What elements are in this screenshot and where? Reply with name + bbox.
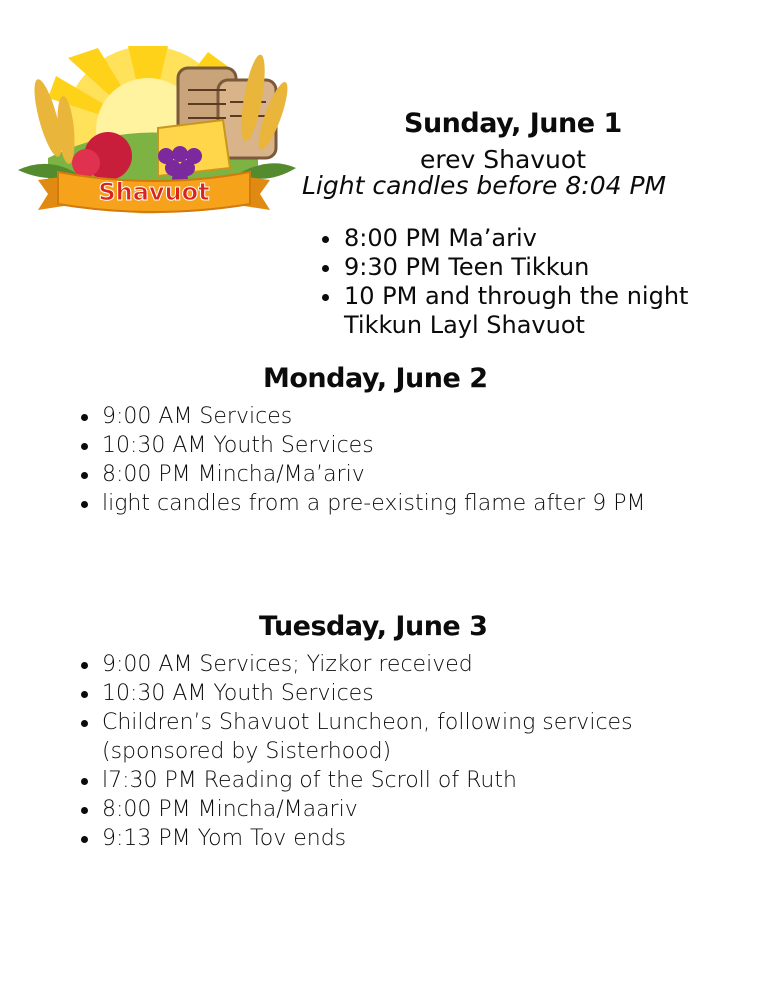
list-item: 8:00 PM Ma’ariv: [320, 224, 688, 253]
tuesday-heading: Tuesday, June 3: [259, 611, 488, 642]
banner-label: Shavuot: [98, 178, 210, 206]
list-item: 9:00 AM Services; Yizkor received: [80, 650, 633, 679]
list-item: 10:30 AM Youth Services: [80, 679, 633, 708]
candle-lighting-time: Light candles before 8:04 PM: [302, 171, 667, 200]
sunday-schedule: [320, 224, 688, 340]
sunday-heading: Sunday, June 1: [404, 108, 622, 139]
sunday-subtitle: erev Shavuot: [420, 145, 587, 174]
shavuot-logo: [8, 38, 300, 226]
monday-heading: Monday, June 2: [263, 363, 488, 394]
tuesday-schedule: [80, 650, 633, 853]
list-item: 8:00 PM Mincha/Ma’ariv: [80, 460, 645, 489]
list-item: 9:13 PM Yom Tov ends: [80, 824, 633, 853]
list-item: 10 PM and through the night: [320, 282, 688, 311]
list-item: light candles from a pre-existing flame after 9 PM: [80, 489, 645, 518]
list-item-continuation: Tikkun Layl Shavuot: [344, 311, 585, 339]
list-item: 9:30 PM Teen Tikkun: [320, 253, 688, 282]
list-item: 8:00 PM Mincha/Maariv: [80, 795, 633, 824]
list-item: 9:00 AM Services: [80, 402, 645, 431]
list-item-continuation: (sponsored by Sisterhood): [102, 739, 392, 764]
shavuot-illustration: [8, 38, 300, 226]
list-item: Children’s Shavuot Luncheon, following services: [80, 708, 633, 737]
monday-schedule: [80, 402, 645, 518]
list-item: l7:30 PM Reading of the Scroll of Ruth: [80, 766, 633, 795]
list-item: 10:30 AM Youth Services: [80, 431, 645, 460]
